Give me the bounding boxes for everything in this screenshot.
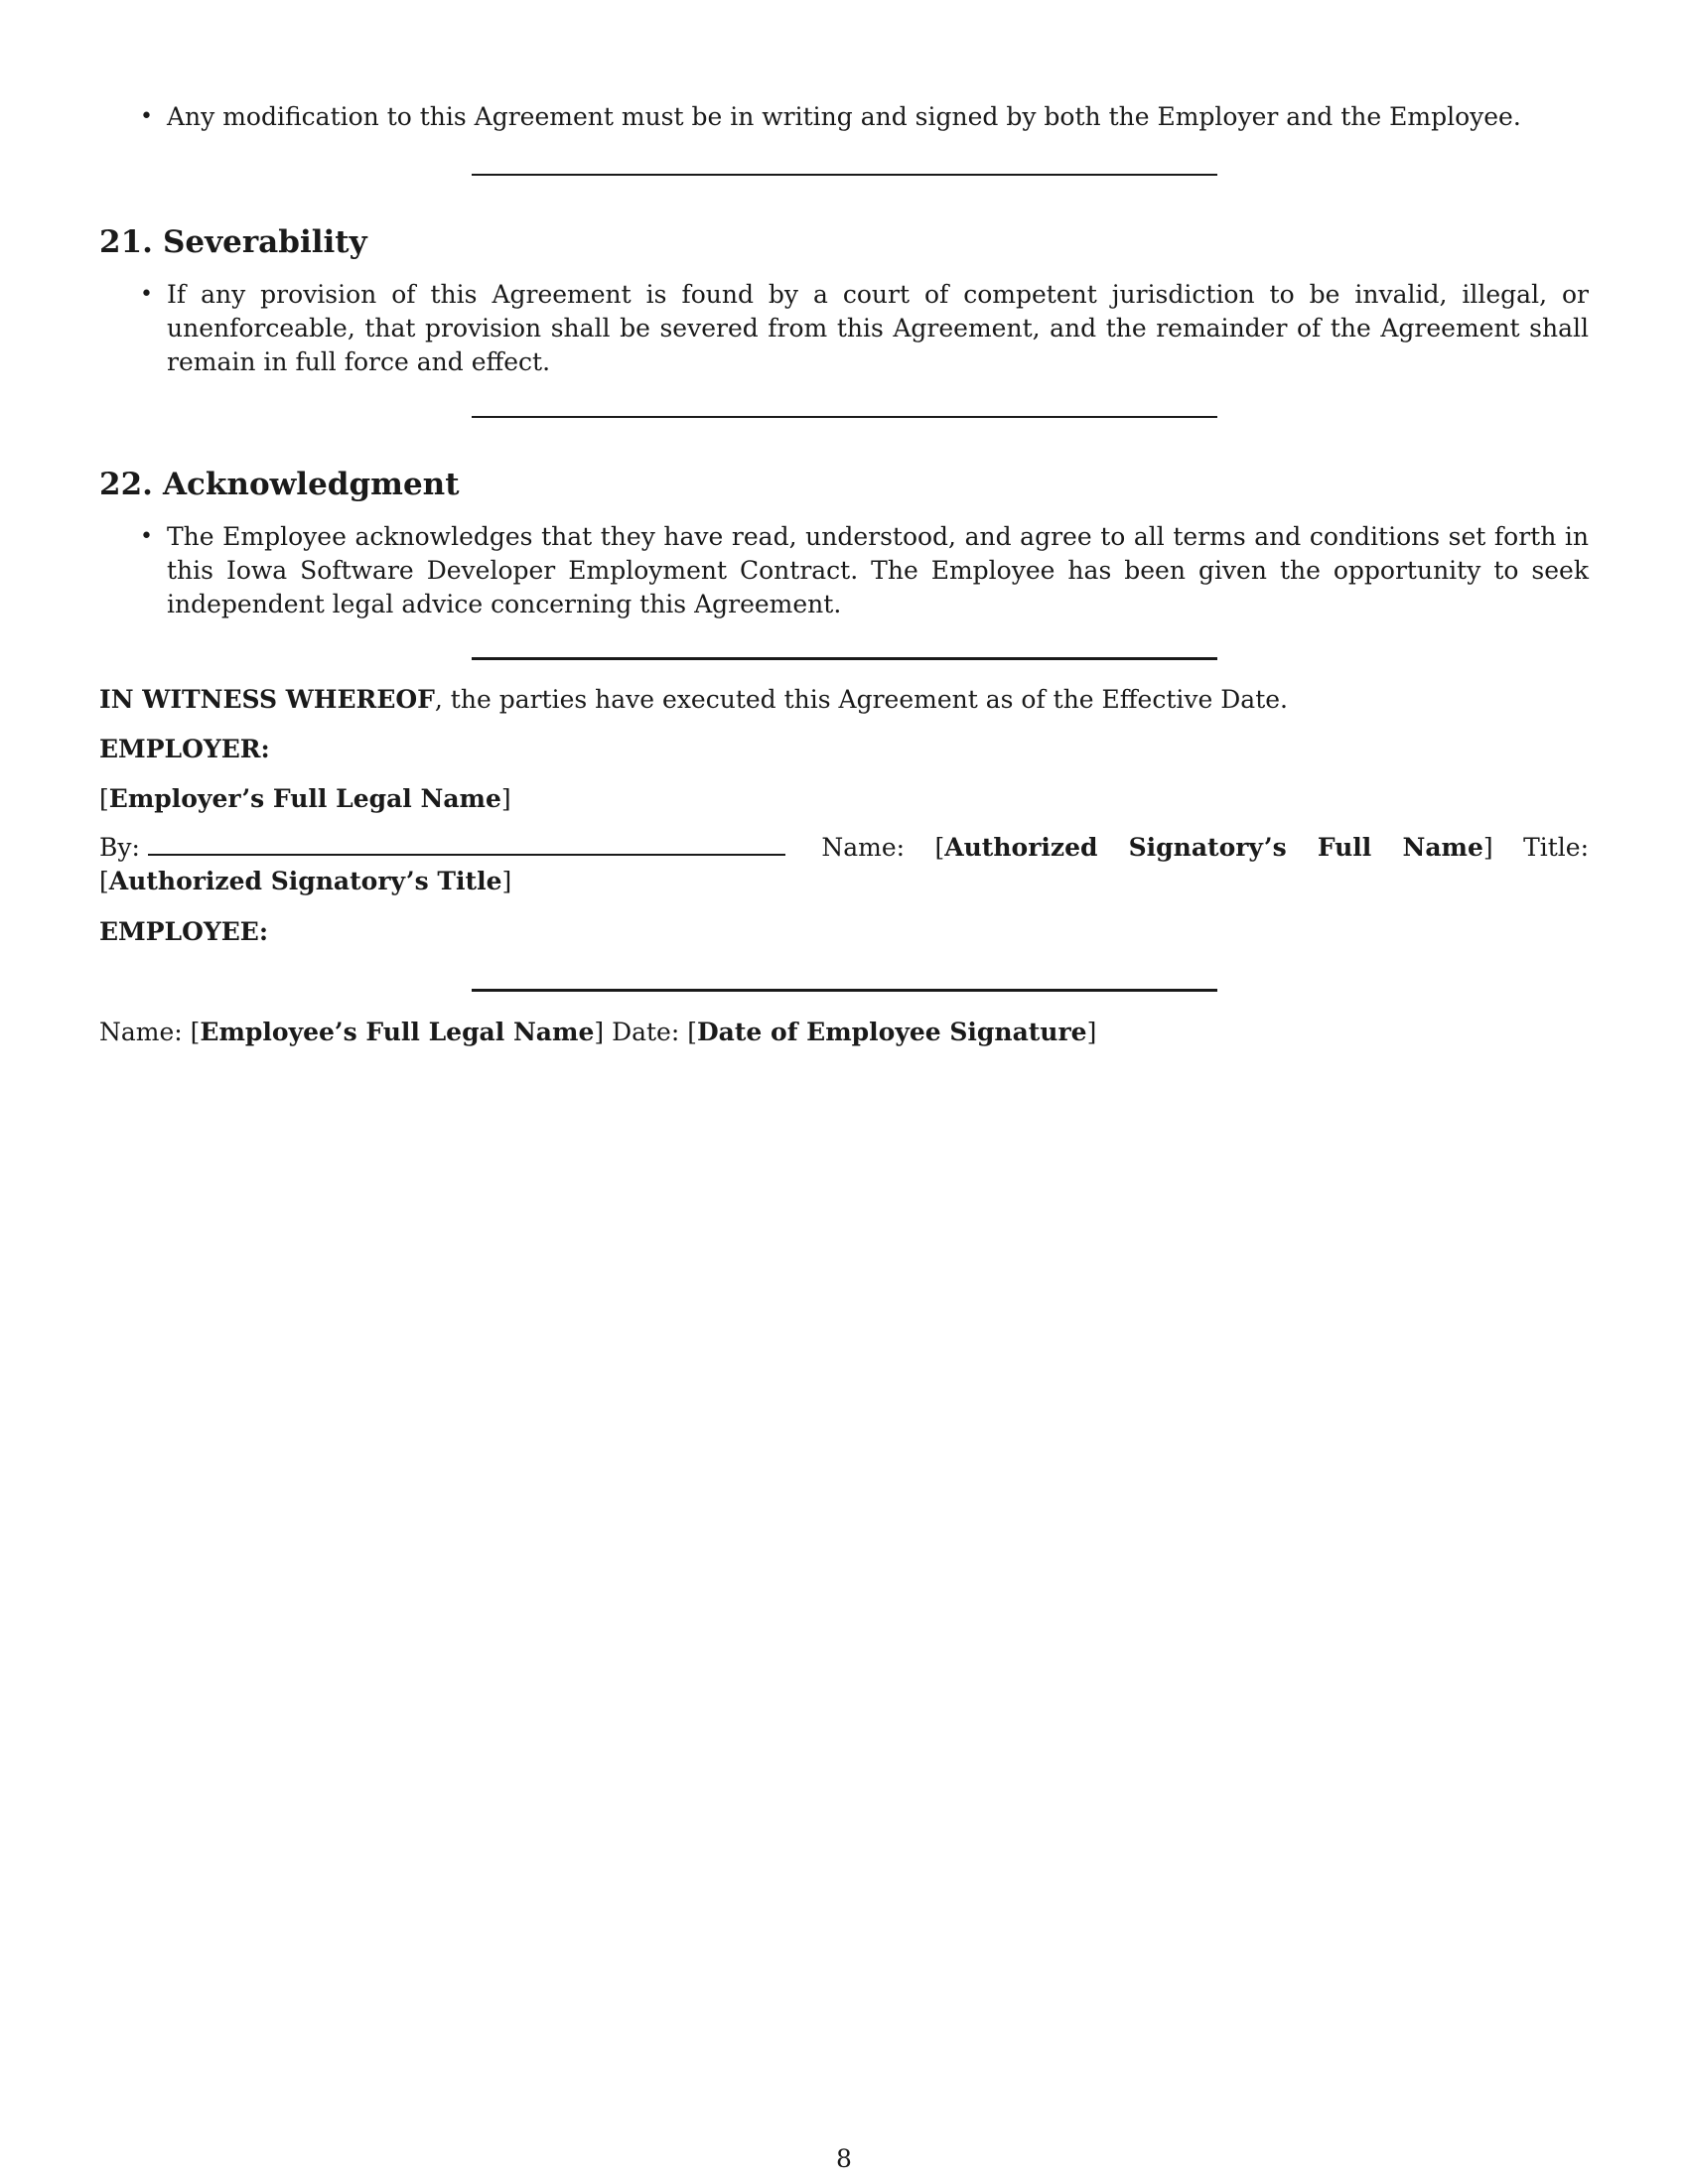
employee-date-label: Date: <box>612 1018 680 1046</box>
employer-name-placeholder: Employer’s Full Legal Name <box>108 784 501 813</box>
bullet-icon: • <box>140 524 153 549</box>
employee-signature-line[interactable] <box>472 989 1217 992</box>
employee-date-placeholder: Date of Employee Signature <box>696 1018 1087 1046</box>
section-title: Severability <box>163 224 367 260</box>
bracket-open: [ <box>99 784 109 813</box>
modification-clause-text: Any modification to this Agreement must be in writing and signed by both the Employer and the Employee. <box>167 102 1521 131</box>
signatory-name-label: Name: <box>821 833 906 862</box>
employer-signature-line[interactable] <box>148 832 785 856</box>
page-number: 8 <box>836 2144 852 2173</box>
bracket-close: ] <box>500 784 511 813</box>
employee-name-label: Name: <box>99 1018 183 1046</box>
section-divider <box>472 416 1217 418</box>
witness-text: , the parties have executed this Agreement as of the Effective Date. <box>434 685 1289 714</box>
witness-lead: IN WITNESS WHEREOF <box>99 685 435 714</box>
bullet-icon: • <box>140 282 153 307</box>
acknowledgment-clause <box>140 520 1589 621</box>
signatory-name-placeholder: Authorized Signatory’s Full Name <box>944 833 1483 862</box>
severability-clause <box>140 278 1589 379</box>
section-title: Acknowledgment <box>163 467 460 502</box>
employer-signature-block: By: Name: [Authorized Signatory’s Full Name] Title: [Authorized Signatory’s Title] <box>99 833 1589 895</box>
section-divider <box>472 657 1217 660</box>
employee-label: EMPLOYEE: <box>99 917 269 946</box>
employee-name-placeholder: Employee’s Full Legal Name <box>200 1018 595 1046</box>
signatory-title-placeholder: Authorized Signatory’s Title <box>108 867 502 895</box>
employer-name-line <box>99 782 1589 816</box>
section-number: 22. <box>99 467 153 502</box>
employer-label: EMPLOYER: <box>99 735 270 763</box>
acknowledgment-clause-text: The Employee acknowledges that they have read, understood, and agree to all terms and conditions set forth in this Iowa Software Developer Employment Contract. The Employee has been given the opportunity to seek independent legal advice concerning this Agreement. <box>167 522 1589 618</box>
witness-statement <box>99 683 1589 717</box>
section-divider <box>472 174 1217 176</box>
by-label: By: <box>99 833 140 862</box>
section-heading-acknowledgment <box>99 465 460 504</box>
signatory-title-label: Title: <box>1523 833 1589 862</box>
section-number: 21. <box>99 224 153 260</box>
employee-details-line: Name: [Employee’s Full Legal Name] Date: [Date of Employee Signature] <box>99 1018 1097 1046</box>
section-heading-severability <box>99 222 367 262</box>
modification-clause <box>140 100 1589 134</box>
severability-clause-text: If any provision of this Agreement is found by a court of competent jurisdiction to be invalid, illegal, or unenforceable, that provision shall be severed from this Agreement, and the remainder of the Agreement shall remain in full force and effect. <box>167 280 1589 376</box>
bullet-icon: • <box>140 104 153 129</box>
